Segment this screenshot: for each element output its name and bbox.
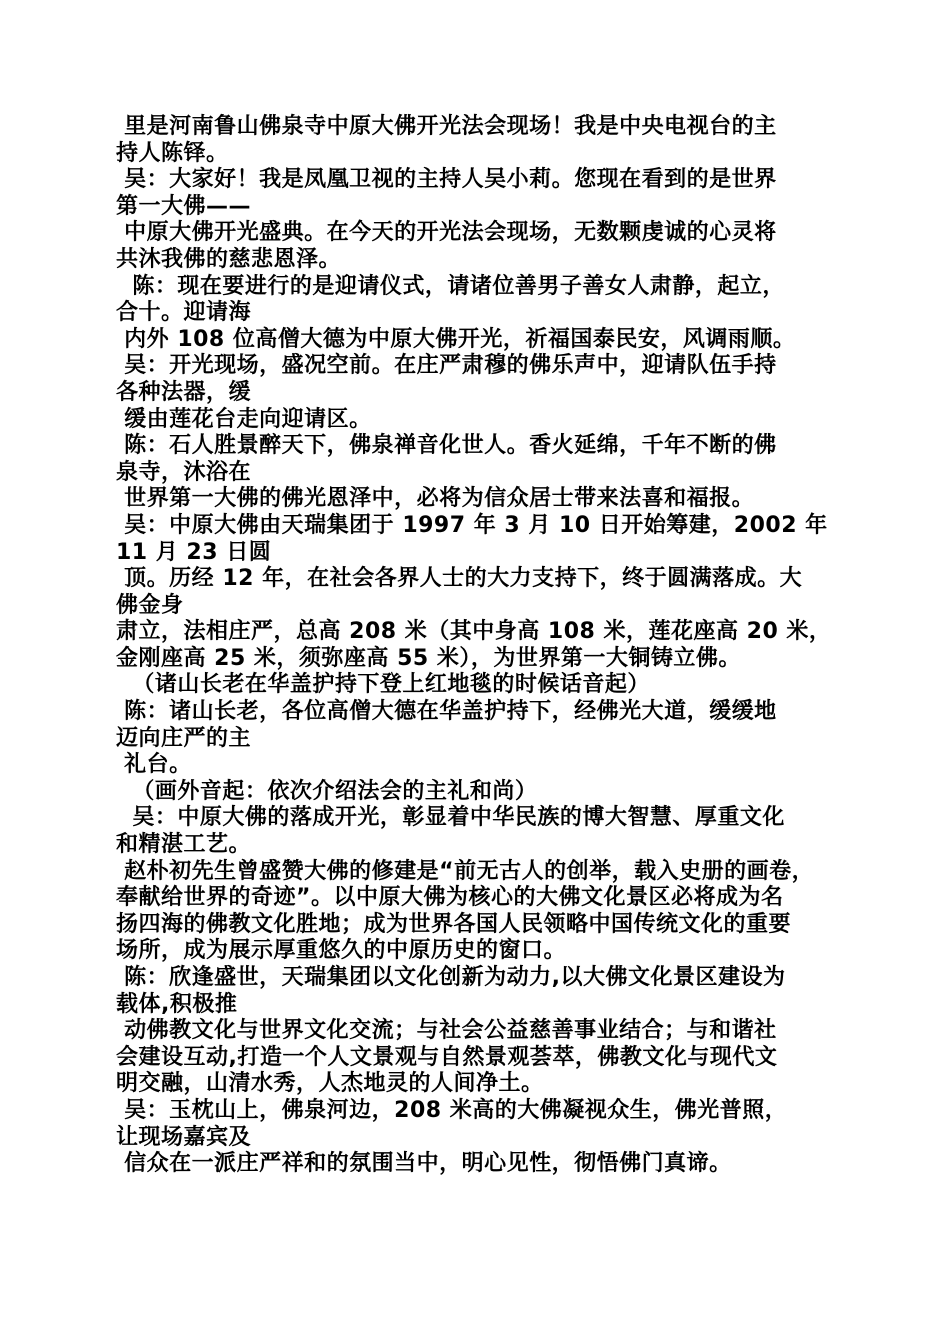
text-line: 吴：大家好！我是凤凰卫视的主持人吴小莉。您现在看到的是世界 (116, 167, 777, 193)
text-line: 缓由莲花台走向迎请区。 (116, 406, 372, 432)
text-line: 合十。迎请海 (116, 300, 252, 326)
text-line: 世界第一大佛的佛光恩泽中，必将为信众居士带来法喜和福报。 (116, 486, 755, 512)
text-line: 里是河南鲁山佛泉寺中原大佛开光法会现场！我是中央电视台的主 (116, 114, 777, 139)
text-line: 动佛教文化与世界文化交流；与社会公益慈善事业结合；与和谐社 (116, 1018, 777, 1044)
text-line: 陈：石人胜景醉天下，佛泉禅音化世人。香火延绵，千年不断的佛 (116, 433, 777, 459)
text-line: 吴：中原大佛的落成开光，彰显着中华民族的博大智慧、厚重文化 (116, 805, 785, 831)
text-line: 泉寺，沐浴在 (116, 459, 252, 485)
text-line: 吴：开光现场，盛况空前。在庄严肃穆的佛乐声中，迎请队伍手持 (116, 353, 777, 379)
text-line: 陈：诸山长老，各位高僧大德在华盖护持下，经佛光大道，缓缓地 (116, 699, 777, 725)
text-line: （画外音起：依次介绍法会的主礼和尚） (116, 778, 538, 804)
text-line: 赵朴初先生曾盛赞大佛的修建是“前无古人的创举，载入史册的画卷， (116, 858, 815, 884)
text-line: 和精湛工艺。 (116, 832, 252, 858)
text-line: 共沐我佛的慈悲恩泽。 (116, 246, 342, 272)
text-line: 陈：现在要进行的是迎请仪式，请诸位善男子善女人肃静，起立， (116, 273, 785, 299)
text-line: 持人陈铎。 (116, 140, 229, 166)
text-line: 各种法器，缓 (116, 379, 252, 405)
text-line: 礼台。 (116, 752, 192, 778)
text-line: 明交融，山清水秀，人杰地灵的人间净土。 (116, 1071, 544, 1097)
text-line: 吴：玉枕山上，佛泉河边，208 米高的大佛凝视众生，佛光普照， (116, 1097, 788, 1123)
text-line: （诸山长老在华盖护持下登上红地毯的时候话音起） (116, 672, 650, 698)
text-line: 内外 108 位高僧大德为中原大佛开光，祈福国泰民安，风调雨顺。 (116, 326, 796, 352)
text-line: 11 月 23 日圆 (116, 539, 272, 565)
text-line: 金刚座高 25 米，须弥座高 55 米），为世界第一大铜铸立佛。 (116, 645, 741, 671)
text-line: 信众在一派庄严祥和的氛围当中，明心见性，彻悟佛门真谛。 (116, 1151, 732, 1177)
text-line: 让现场嘉宾及 (116, 1124, 252, 1150)
text-line: 迈向庄严的主 (116, 725, 252, 751)
text-line: 陈：欣逢盛世，天瑞集团以文化创新为动力,以大佛文化景区建设为 (116, 965, 786, 990)
text-line: 扬四海的佛教文化胜地；成为世界各国人民领略中国传统文化的重要 (116, 911, 792, 937)
text-line: 场所，成为展示厚重悠久的中原历史的窗口。 (116, 938, 567, 964)
document-body (116, 114, 840, 1178)
text-line: 第一大佛—— (116, 193, 252, 219)
text-line: 会建设互动,打造一个人文景观与自然景观荟萃，佛教文化与现代文 (116, 1044, 778, 1070)
text-line: 吴：中原大佛由天瑞集团于 1997 年 3 月 10 日开始筹建，2002 年 (116, 512, 828, 538)
text-line: 肃立，法相庄严，总高 208 米（其中身高 108 米，莲花座高 20 米， (116, 619, 832, 645)
text-line: 佛金身 (116, 592, 184, 618)
text-line: 载体,积极推 (116, 991, 238, 1017)
text-line: 中原大佛开光盛典。在今天的开光法会现场，无数颗虔诚的心灵将 (116, 220, 777, 246)
text-line: 顶。历经 12 年，在社会各界人士的大力支持下，终于圆满落成。大 (116, 566, 803, 592)
text-line: 奉献给世界的奇迹”。以中原大佛为核心的大佛文化景区必将成为名 (116, 885, 784, 911)
